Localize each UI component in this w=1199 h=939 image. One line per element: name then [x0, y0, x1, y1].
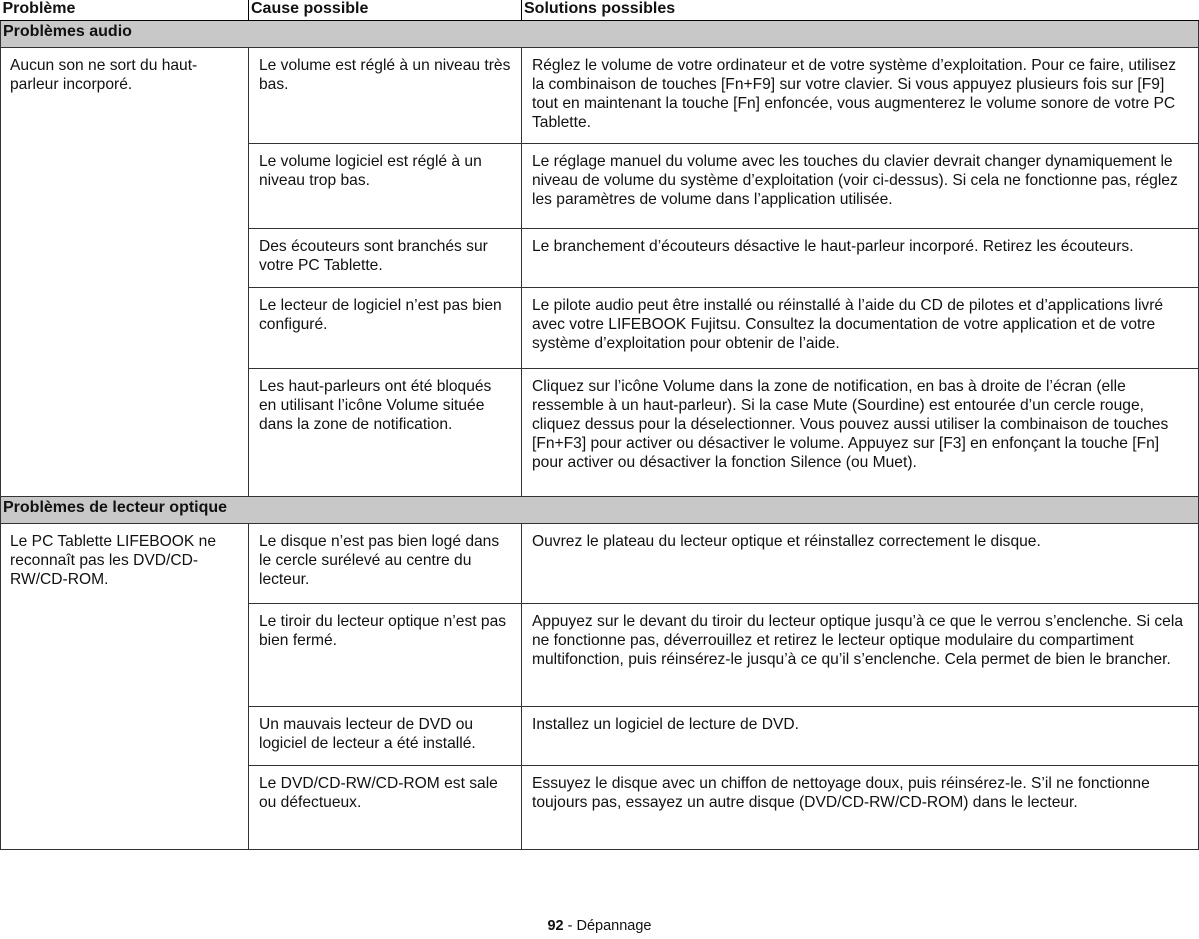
cause-cell: Un mauvais lecteur de DVD ou logiciel de lecteur a été installé.	[249, 707, 522, 766]
solution-cell: Le réglage manuel du volume avec les touches du clavier devrait changer dynamiquement le niveau de volume du système d’exploitation (voir ci-dessus). Si cela ne fonctionne pas, réglez les paramètres de volume dans l’application utilisée.	[522, 144, 1199, 229]
solution-cell: Le pilote audio peut être installé ou réinstallé à l’aide du CD de pilotes et d’applications livré avec votre LIFEBOOK Fujitsu. Consultez la documentation de votre application et de votre système d’exploitation pour obtenir de l’aide.	[522, 288, 1199, 369]
page-number: 92	[547, 918, 564, 934]
section-title: Problèmes de lecteur optique	[1, 497, 1199, 524]
header-cause: Cause possible	[249, 0, 522, 21]
solution-cell: Ouvrez le plateau du lecteur optique et réinstallez correctement le disque.	[522, 524, 1199, 604]
solution-cell: Essuyez le disque avec un chiffon de nettoyage doux, puis réinsérez-le. S’il ne fonctionne toujours pas, essayez un autre disque (DVD/CD-RW/CD-ROM) dans le lecteur.	[522, 766, 1199, 850]
table-row	[1, 524, 1199, 604]
solution-cell: Appuyez sur le devant du tiroir du lecteur optique jusqu’à ce que le verrou s’enclenche. Si cela ne fonctionne pas, déverrouillez et retirez le lecteur optique modulaire du compartiment multifonction, puis réinsérez-le jusqu’à ce qu’il s’enclenche. Cela permet de bien le brancher.	[522, 604, 1199, 707]
problem-cell: Le PC Tablette LIFEBOOK ne reconnaît pas les DVD/CD-RW/CD-ROM.	[1, 524, 249, 850]
solution-cell: Cliquez sur l’icône Volume dans la zone de notification, en bas à droite de l’écran (elle ressemble à un haut-parleur). Si la case Mute (Sourdine) est entourée d’un cercle rouge, cliquez dessus pour la déselectionner. Vous pouvez aussi utiliser la combinaison de touches [Fn+F3] pour activer ou désactiver le volume. Appuyez sur [F3] en enfonçant la touche [Fn] pour activer ou désactiver la fonction Silence (ou Muet).	[522, 369, 1199, 497]
cause-cell: Le DVD/CD-RW/CD-ROM est sale ou défectueux.	[249, 766, 522, 850]
cause-cell: Le tiroir du lecteur optique n’est pas bien fermé.	[249, 604, 522, 707]
solution-cell: Réglez le volume de votre ordinateur et de votre système d’exploitation. Pour ce faire, utilisez la combinaison de touches [Fn+F9] sur votre clavier. Si vous appuyez plusieurs fois sur [F9] tout en maintenant la touche [Fn] enfoncée, vous augmenterez le volume sonore de votre PC Tablette.	[522, 48, 1199, 144]
solution-cell: Installez un logiciel de lecture de DVD.	[522, 707, 1199, 766]
section-header-audio	[1, 21, 1199, 48]
cause-cell: Des écouteurs sont branchés sur votre PC Tablette.	[249, 229, 522, 288]
cause-cell: Le volume est réglé à un niveau très bas.	[249, 48, 522, 144]
cause-cell: Le volume logiciel est réglé à un niveau trop bas.	[249, 144, 522, 229]
section-title: Problèmes audio	[1, 21, 1199, 48]
chapter-name: Dépannage	[576, 918, 652, 934]
cause-cell: Le disque n’est pas bien logé dans le cercle surélevé au centre du lecteur.	[249, 524, 522, 604]
header-solution: Solutions possibles	[522, 0, 1199, 21]
section-header-optical	[1, 497, 1199, 524]
table-header-row	[1, 0, 1199, 21]
header-problem: Problème	[1, 0, 249, 21]
cause-cell: Les haut-parleurs ont été bloqués en utilisant l’icône Volume située dans la zone de notification.	[249, 369, 522, 497]
cause-cell: Le lecteur de logiciel n’est pas bien configuré.	[249, 288, 522, 369]
page-footer	[0, 918, 1199, 934]
footer-separator: -	[563, 918, 577, 934]
problem-cell: Aucun son ne sort du haut-parleur incorporé.	[1, 48, 249, 497]
table-row	[1, 48, 1199, 144]
solution-cell: Le branchement d’écouteurs désactive le haut-parleur incorporé. Retirez les écouteurs.	[522, 229, 1199, 288]
